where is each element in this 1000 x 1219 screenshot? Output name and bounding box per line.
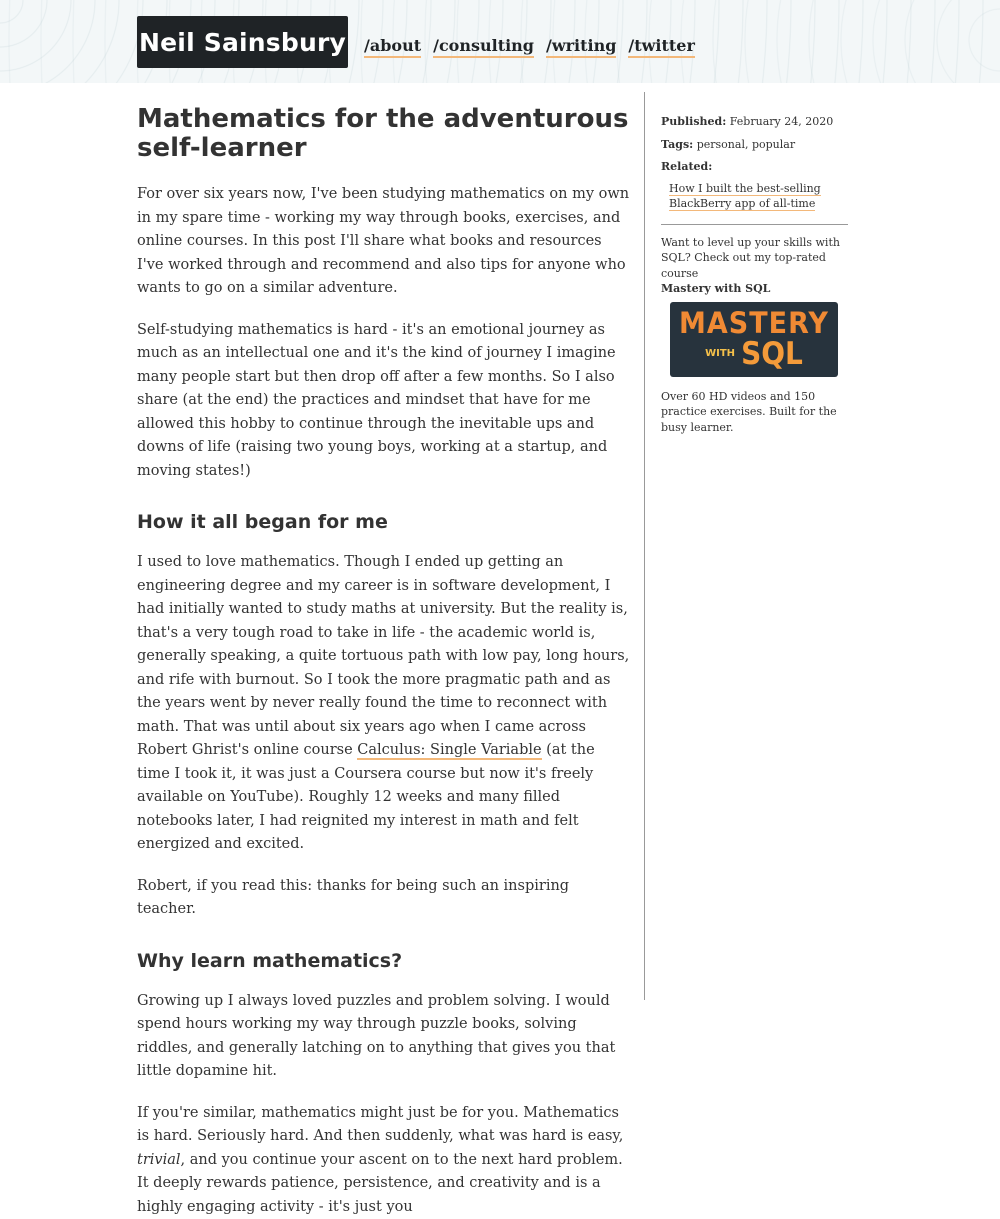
related-post-link[interactable]: How I built the best-selling BlackBerry app of all-time <box>669 182 821 212</box>
promo-text: Want to level up your skills with SQL? Check out my top-rated course <box>661 235 851 282</box>
banner-with-text: WITH <box>705 339 735 369</box>
nav-about-link[interactable]: /about <box>364 36 421 58</box>
sidebar-separator <box>661 224 848 225</box>
article-paragraph <box>137 551 632 857</box>
sidebar-divider <box>644 92 645 1000</box>
mastery-with-sql-banner[interactable] <box>670 302 838 377</box>
paragraph-text: , and you continue your ascent on to the next hard problem. It deeply rewards patience, persistence, and creativity and is a highly engaging activity - it's just you <box>137 1152 623 1215</box>
article-title: Mathematics for the adventurous self-learner <box>137 105 632 163</box>
article-paragraph: Robert, if you read this: thanks for being such an inspiring teacher. <box>137 875 632 922</box>
related-list <box>669 181 851 212</box>
section-heading: Why learn mathematics? <box>137 948 632 974</box>
section-heading: How it all began for me <box>137 509 632 535</box>
banner-sql-text: SQL <box>741 338 803 371</box>
promo-course-title[interactable]: Mastery with SQL <box>661 281 851 297</box>
site-header <box>0 0 1000 83</box>
related-label: Related: <box>661 160 712 173</box>
paragraph-text: (at the time I took it, it was just a Coursera course but now it's freely available on YouTube). Roughly 12 weeks and many filled notebooks later, I had reignited my interest in math and felt energized and excited. <box>137 742 595 852</box>
nav-twitter-link[interactable]: /twitter <box>628 36 694 58</box>
emphasis-text: trivial <box>137 1152 181 1168</box>
banner-mastery-text: MASTERY <box>679 308 829 341</box>
tags-label: Tags: <box>661 138 693 151</box>
paragraph-text: I used to love mathematics. Though I ended up getting an engineering degree and my career is in software development, I had initially wanted to study maths at university. But the reality is, that's a very tough road to take in life - the academic world is, generally speaking, a quite tortuous path with low pay, long hours, and rife with burnout. So I took the more pragmatic path and as the years went by never really found the time to reconnect with math. That was until about six years ago when I came across Robert Ghrist's online course <box>137 554 629 758</box>
article-paragraph: Growing up I always loved puzzles and problem solving. I would spend hours working my way through puzzle books, solving riddles, and generally latching on to anything that gives you that little dopamine hit. <box>137 990 632 1084</box>
tags-value: personal, popular <box>697 138 795 151</box>
published-row <box>661 114 851 130</box>
article-paragraph: Self-studying mathematics is hard - it's an emotional journey as much as an intellectual one and it's the kind of journey I imagine many people start but then drop off after a few months. So I also share (at the end) the practices and mindset that have for me allowed this hobby to continue through the inevitable ups and downs of life (raising two young boys, working at a startup, and moving states!) <box>137 319 632 484</box>
nav-writing-link[interactable]: /writing <box>546 36 616 58</box>
sidebar <box>661 114 851 435</box>
calculus-course-link[interactable]: Calculus: Single Variable <box>357 742 541 760</box>
related-row <box>661 159 851 212</box>
nav-consulting-link[interactable]: /consulting <box>433 36 534 58</box>
banner-bottom-line <box>705 339 803 369</box>
promo-description: Over 60 HD videos and 150 practice exercises. Built for the busy learner. <box>661 389 851 436</box>
article <box>137 100 632 1219</box>
published-date: February 24, 2020 <box>730 115 833 128</box>
site-logo[interactable]: Neil Sainsbury <box>137 16 348 68</box>
main-nav <box>364 36 695 58</box>
article-paragraph <box>137 1102 632 1219</box>
published-label: Published: <box>661 115 726 128</box>
article-paragraph: For over six years now, I've been studying mathematics on my own in my spare time - working my way through books, exercises, and online courses. In this post I'll share what books and resources I've worked through and recommend and also tips for anyone who wants to go on a similar adventure. <box>137 183 632 301</box>
paragraph-text: If you're similar, mathematics might just be for you. Mathematics is hard. Seriously hard. And then suddenly, what was hard is easy, <box>137 1105 623 1145</box>
tags-row <box>661 137 851 153</box>
